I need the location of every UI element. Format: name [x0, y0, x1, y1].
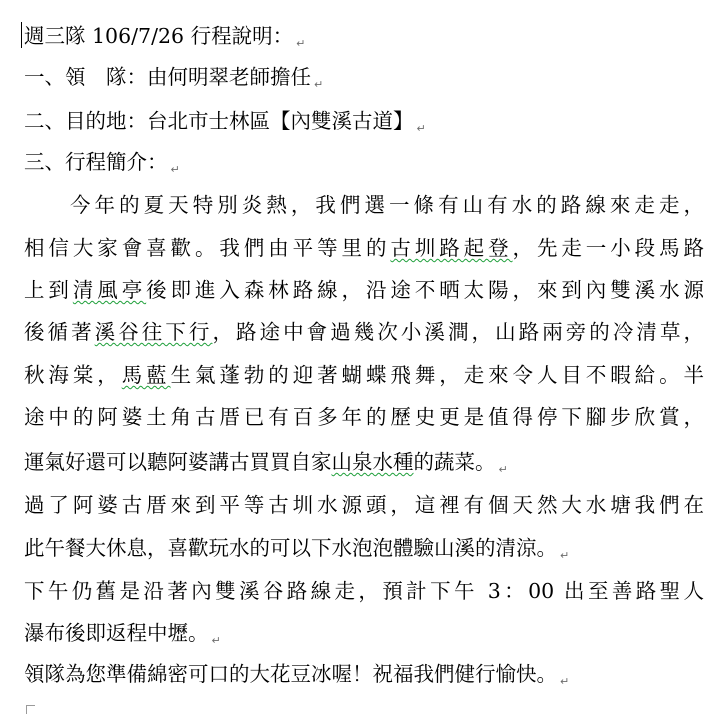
body-line-4 [24, 318, 704, 346]
spellcheck-flagged-text: 古圳路起登 [390, 236, 513, 260]
paragraph-mark-icon: ↵ [498, 463, 508, 476]
text-cursor [21, 22, 22, 48]
body-text: 上到 [24, 278, 73, 302]
body-text: 瀑布後即返程中壢。 [24, 621, 209, 645]
body-text: ，路途中會過幾次小溪澗，山路兩旁的冷清草， [212, 320, 705, 344]
body-text: 相信大家會喜歡。我們由平等里的 [24, 236, 391, 260]
body-line-10 [24, 577, 704, 605]
body-line-1 [70, 191, 704, 219]
spellcheck-flagged-text: 溪谷往下行 [94, 320, 213, 344]
paragraph-mark-icon: ↵ [560, 675, 570, 688]
paragraph-mark-icon: ↵ [296, 37, 306, 50]
body-text: 的蔬菜。 [413, 450, 496, 474]
body-text: 秋海棠， [24, 363, 122, 387]
body-line-8 [24, 491, 704, 519]
body-line-11 [24, 619, 221, 647]
body-text: 領隊為您準備綿密可口的大花豆冰喔！祝福我們健行愉快。 [24, 662, 557, 686]
body-text: 途中的阿婆土角古厝已有百多年的歷史更是值得停下腳步欣賞， [24, 405, 704, 429]
body-text: 後循著 [24, 320, 95, 344]
destination-name: 【內雙溪古道】 [270, 109, 414, 133]
paragraph-mark-icon: ↵ [170, 163, 180, 176]
document-title-line [24, 22, 305, 50]
paragraph-mark-icon: ↵ [560, 549, 570, 562]
paragraph-mark-icon: ↵ [314, 78, 324, 91]
destination-prefix: 二、目的地：台北市士林區 [24, 109, 270, 133]
body-text: 後即進入森林路線，沿途不晒太陽，來到內雙溪水源 [146, 278, 705, 302]
body-line-9 [24, 534, 569, 562]
spellcheck-flagged-text: 清風亭 [72, 278, 147, 302]
body-text: 下午仍舊是沿著內雙溪谷路線走，預計下午 3：00 出至善路聖人 [24, 579, 704, 603]
body-text: 此午餐大休息，喜歡玩水的可以下水泡泡體驗山溪的清涼。 [24, 536, 557, 560]
margin-corner-mark [26, 705, 35, 714]
body-line-2 [24, 234, 704, 262]
body-line-3 [24, 276, 704, 304]
paragraph-mark-icon: ↵ [416, 122, 426, 135]
body-text: 今年的夏天特別炎熱，我們選一條有山有水的路線來走走， [70, 193, 704, 217]
body-text: 生氣蓬勃的迎著蝴蝶飛舞，走來令人目不暇給。半 [170, 363, 705, 387]
destination-line [24, 107, 426, 135]
body-text: ，先走一小段馬路 [512, 236, 705, 260]
leader-line [24, 63, 323, 91]
body-text: 過了阿婆古厝來到平等古圳水源頭，這裡有個天然大水塘我們在 [24, 493, 704, 517]
body-text: 運氣好還可以聽阿婆講古買買自家 [24, 450, 332, 474]
body-line-6 [24, 403, 704, 431]
leader-text: 一、領 隊：由何明翠老師擔任 [24, 65, 311, 89]
body-line-7 [24, 448, 508, 476]
intro-heading: 三、行程簡介： [24, 150, 168, 174]
document-title: 週三隊 106/7/26 行程說明： [24, 24, 294, 48]
body-line-5 [24, 361, 704, 389]
spellcheck-flagged-text: 山泉水種 [331, 450, 414, 474]
body-line-12 [24, 660, 569, 688]
intro-heading-line [24, 148, 180, 176]
paragraph-mark-icon: ↵ [211, 634, 221, 647]
spellcheck-flagged-text: 馬藍 [121, 363, 171, 387]
